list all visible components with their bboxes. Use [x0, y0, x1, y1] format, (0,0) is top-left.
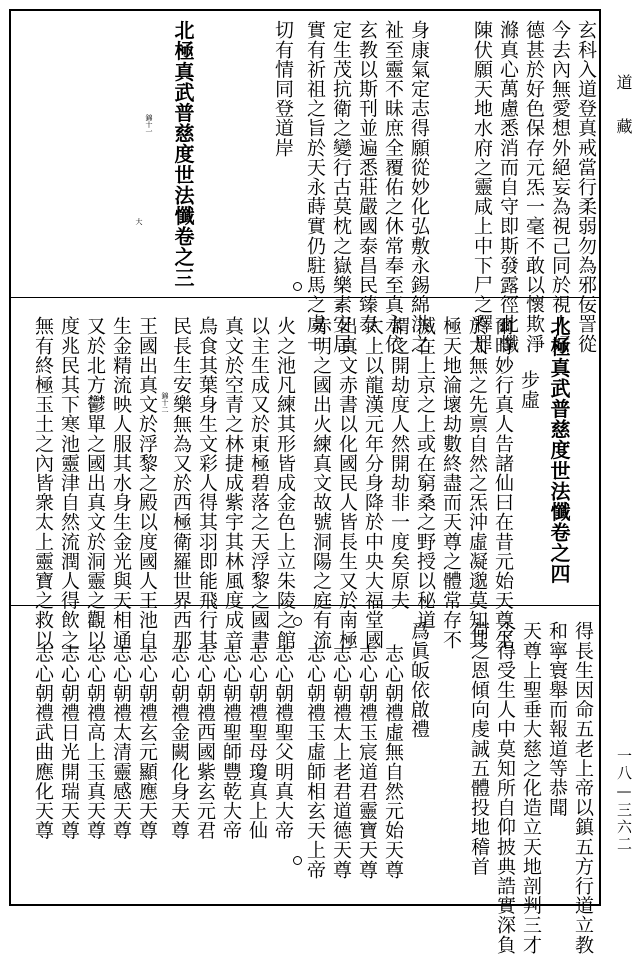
page-mark: 錦十二 [161, 392, 169, 413]
circle-marker [293, 282, 302, 291]
text-column: 鳥食其葉身生文彩人得其羽即能飛行其 [196, 316, 218, 650]
text-column: 謂之開劫度人然開劫非一度矣原夫 [388, 316, 410, 610]
text-column: 和寧寰舉而報道等恭聞 [546, 621, 568, 817]
circle-marker [293, 856, 302, 865]
text-column: 定生茂抗衛之變行古莫枕之嶽樂素安居 [330, 20, 352, 354]
text-column: 於太無之先禀自然之炁沖虛凝邈莫知其 [466, 316, 488, 650]
text-column: 令得受生人中莫知所自仰披典誥實深負 [494, 621, 516, 954]
text-column: 志心朝禮高上玉真天尊 [84, 644, 106, 840]
text-column: 極天地淪壞劫數終盡而天尊之體常存不 [440, 316, 462, 650]
chapter-title: 北極真武普慈度世法懺卷之三 [171, 20, 195, 288]
text-column: 民長生安樂無為又於西極衛羅世界西那 [170, 316, 192, 650]
text-column: 志心朝禮玉虛師相玄天上帝 [304, 644, 326, 880]
end-mark: 大 [135, 218, 143, 225]
text-column: 祉至靈不昧庶全覆佑之休常奉至真永依 [382, 20, 404, 354]
text-column: 志心朝禮玉宸道君靈寶天尊 [356, 644, 378, 880]
text-column: 志心朝禮太清靈感天尊 [110, 644, 132, 840]
text-column: 以主生成又於東極碧落之天浮黎之國書 [248, 316, 270, 650]
text-column: 生金精流映人服其水身生金光與天相通 [110, 316, 132, 650]
text-column: 真文於空青之林捷成紫宇其林風度成音 [222, 316, 244, 650]
text-column: 今去內無愛想外絕妄為視己同於視人好 [549, 20, 571, 354]
text-column: 實有祈祖之旨於天永蒔實仍駐馬之虞一 [304, 20, 326, 354]
text-column: 滅在上京之上或在窮桑之野授以秘道 [414, 316, 436, 630]
text-column: 志心朝禮聖母瓊真上仙 [246, 644, 268, 840]
text-column: 滌真心萬慮悉消而自守即斯發露徑此懺 [497, 20, 519, 354]
text-column: 志心朝禮虛無自然元始天尊 [382, 644, 404, 880]
text-column: 志心朝禮武曲應化天尊 [32, 644, 54, 840]
text-column: 志心朝禮日光開瑞天尊 [58, 644, 80, 840]
text-column: 荷之恩傾向虔誠五體投地稽首 [468, 621, 490, 876]
text-column: 爾時妙行真人告諸仙曰在昔元始天尊生 [492, 316, 514, 650]
text-column: 玄教以斯刊並遍悉莊嚴國泰昌民臻泰 [356, 20, 378, 334]
text-column: 志心朝禮金闕化身天尊 [168, 644, 190, 840]
text-column: 太上以龍漢元年分身降於中央大福堂國 [362, 316, 384, 650]
text-column: 天尊上聖垂大慈之化造立天地剖判三才 [520, 621, 542, 954]
text-column: 度兆民其下寒池靈津自然流潤人得飲之 [58, 316, 80, 650]
text-column: 志心朝禮太上老君道德天尊 [330, 644, 352, 880]
text-column: 志心朝禮玄元顯應天尊 [136, 644, 158, 840]
text-column: 爲眞皈依啟禮 [408, 621, 430, 739]
text-column: 志心朝禮聖父明真大帝 [272, 644, 294, 840]
text-column: 出真文赤書以化國民人皆長生又於南極 [336, 316, 358, 650]
section-heading: 步虛 [518, 370, 540, 410]
text-column: 火之池凡練其形皆成金色上立朱陵之館 [274, 316, 296, 650]
text-column: 德甚於好色保存元炁一毫不敢以懷欺淨 [523, 20, 545, 354]
page-mark: 錦十一 [145, 114, 153, 135]
text-column: 又於北方鬱單之國出真文於洞靈之觀以 [84, 316, 106, 650]
text-column: 赤明之國出火練真文故號洞陽之庭有流 [310, 316, 332, 650]
text-column: 得長生因命五老上帝以鎮五方行道立教 [572, 621, 594, 954]
text-column: 身康氣定志得願從妙化弘敷永錫綿洪之 [408, 20, 430, 354]
margin-title: 道 藏 [614, 74, 633, 140]
text-column: 無有終極玉土之內皆衆太上靈寶之救以 [32, 316, 54, 650]
page-number: 一八—三六二 [615, 748, 633, 853]
text-column: 志心朝禮聖師豐乾大帝 [220, 644, 242, 840]
text-column: 陳伏願天地水府之靈咸上中下尸之釋罪 [471, 20, 493, 354]
text-column: 王國出真文於浮黎之殿以度國人王池自 [136, 316, 158, 650]
text-column: 志心朝禮西國紫玄元君 [194, 644, 216, 840]
text-column: 切有情同登道岸 [272, 20, 294, 158]
chapter-title: 北極真武普慈度世法懺卷之四 [547, 316, 571, 584]
text-column: 玄科入道登真戒當行柔弱勿為邪佞詈從 [575, 20, 597, 354]
